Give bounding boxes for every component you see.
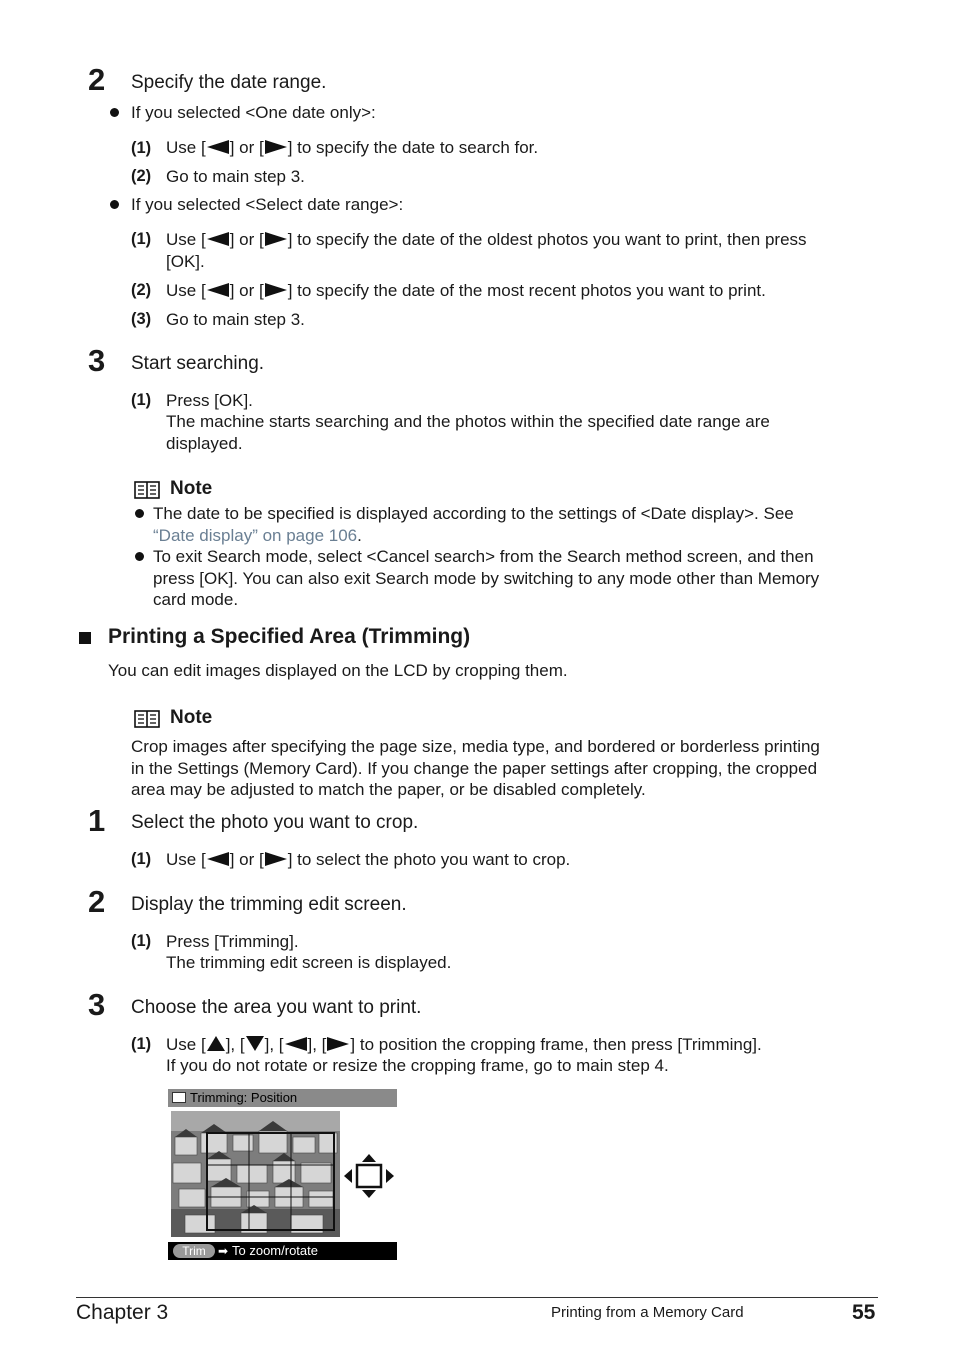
note-text: Crop images after specifying the page size, media type, and bordered or borderless printing [131,737,820,756]
step-title: Select the photo you want to crop. [131,812,419,833]
photo-preview [171,1111,340,1237]
substep-text: Go to main step 3. [166,310,305,329]
lcd-hint: To zoom/rotate [232,1243,318,1258]
memory-card-icon [172,1092,186,1103]
right-arrow-icon [265,283,287,297]
note-text: card mode. [153,590,239,609]
text: . [357,526,362,545]
step-number: 3 [88,343,106,378]
substep-number: (2) [131,281,152,299]
text: Use [ [166,1035,206,1054]
step-number: 2 [88,62,106,97]
down-arrow-icon [246,1036,264,1051]
left-arrow-icon [207,852,229,866]
section-marker [79,632,91,644]
lcd-title: Trimming: Position [190,1090,298,1105]
note-text: in the Settings (Memory Card). If you change the paper settings after cropping, the cropped [131,759,818,778]
text: ], [ [307,1035,327,1054]
text: ] to specify the date to search for. [287,138,539,157]
page-number: 55 [852,1301,876,1324]
text: ] or [ [229,230,264,249]
substep-number: (3) [131,310,152,328]
substep-text: Press [Trimming]. [166,932,299,951]
note-text: To exit Search mode, select <Cancel search> from the Search method screen, and then [153,547,814,566]
substep-text: If you do not rotate or resize the cropping frame, go to main step 4. [166,1056,669,1075]
substep-number: (1) [131,932,152,950]
text: ] or [ [229,850,264,869]
text: ] to select the photo you want to crop. [287,850,571,869]
direction-pad-icon [343,1153,395,1199]
text: ] or [ [229,281,264,300]
substep-text: The trimming edit screen is displayed. [166,953,452,972]
right-arrow-icon [265,852,287,866]
bullet-dot [135,552,144,561]
note-heading: Note [170,707,213,728]
footer-section: Printing from a Memory Card [551,1304,744,1321]
section-intro: You can edit images displayed on the LCD by cropping them. [108,661,568,680]
left-arrow-icon [207,232,229,246]
substep-text-cont: [OK]. [166,252,205,271]
bullet-dot [110,200,119,209]
footer-chapter: Chapter 3 [76,1301,169,1324]
note-book-icon [134,710,160,728]
text: ] to specify the date of the oldest photos you want to print, then press [287,230,807,249]
substep-text: displayed. [166,434,243,453]
note-heading: Note [170,478,213,499]
bullet-dot [110,108,119,117]
section-title: Printing a Specified Area (Trimming) [108,625,471,648]
text: ], [ [264,1035,284,1054]
arrow-right-icon: ➡ [218,1244,229,1258]
substep-text [166,229,866,251]
substep-number: (2) [131,167,152,185]
text: Use [ [166,138,206,157]
note-text: press [OK]. You can also exit Search mode by switching to any mode other than Memory [153,569,820,588]
lcd-bottom-bar [168,1242,397,1260]
text: ] to specify the date of the most recent photos you want to print. [287,281,766,300]
bullet-dot [135,509,144,518]
step-number: 2 [88,884,106,919]
right-arrow-icon [327,1037,349,1051]
text: ] or [ [229,138,264,157]
step-title: Choose the area you want to print. [131,997,422,1018]
bullet-text: If you selected <One date only>: [131,103,376,122]
step-title: Start searching. [131,353,265,374]
step-number: 1 [88,803,106,838]
substep-number: (1) [131,139,152,157]
substep-line [131,137,151,160]
note-text: area may be adjusted to match the paper, or be disabled completely. [131,780,646,799]
step-title: Display the trimming edit screen. [131,894,407,915]
left-arrow-icon [207,140,229,154]
substep-text [166,1034,762,1056]
lcd-screen [168,1107,397,1242]
right-arrow-icon [265,140,287,154]
page-reference-link[interactable]: “Date display” on page 106 [153,526,358,545]
left-arrow-icon [207,283,229,297]
lcd-title-bar [168,1089,397,1107]
note-text [153,525,362,547]
substep-number: (1) [131,230,152,248]
text: ] to position the cropping frame, then press [Trimming]. [350,1035,762,1054]
step-title: Specify the date range. [131,72,327,93]
text: ], [ [225,1035,245,1054]
substep-text [166,137,538,159]
up-arrow-icon [207,1036,225,1051]
text: Use [ [166,281,206,300]
right-arrow-icon [265,232,287,246]
text: Use [ [166,230,206,249]
left-arrow-icon [285,1037,307,1051]
note-text: The date to be specified is displayed according to the settings of <Date display>. See [153,504,794,523]
substep-text: Press [OK]. [166,391,253,410]
substep-text: Go to main step 3. [166,167,305,186]
text: Use [ [166,850,206,869]
substep-number: (1) [131,1035,152,1053]
footer-divider [76,1297,878,1298]
substep-number: (1) [131,850,152,868]
substep-text [166,849,570,871]
substep-text [166,280,766,302]
substep-number: (1) [131,391,152,409]
trim-button[interactable]: Trim [173,1244,215,1258]
step-number: 3 [88,987,106,1022]
substep-text: The machine starts searching and the photos within the specified date range are [166,412,770,431]
bullet-text: If you selected <Select date range>: [131,195,404,214]
note-book-icon [134,481,160,499]
